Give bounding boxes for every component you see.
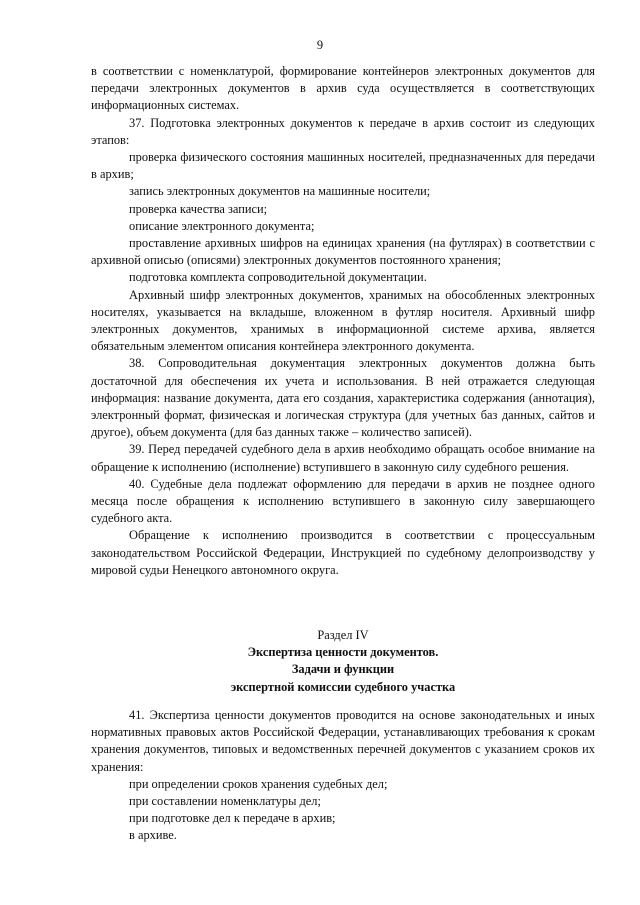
text-block-2 [91,707,595,845]
section-title-line: экспертной комиссии судебного участка [230,679,456,694]
paragraph: в архиве. [129,828,177,843]
section-number: Раздел IV [317,628,369,642]
paragraph: 41. Экспертиза ценности документов проводится на основе законодательных и иных нормативных правовых актов Российской Федерации, устанавливающих требования к срокам хранения документов, типовых и ведомственных перечней документов с указанием сроков их хранения: [91,708,595,774]
paragraph: в соответствии с номенклатурой, формирование контейнеров электронных документов для передачи электронных документов в архив суда осуществляется в соответствующих информационных системах. [91,64,595,113]
paragraph: Обращение к исполнению производится в соответствии с процессуальным законодательством Российской Федерации, Инструкцией по судебному делопроизводству у мировой судьи Ненецкого автономного округа. [91,528,595,577]
paragraph: проверка физического состояния машинных носителей, предназначенных для передачи в архив; [91,150,595,182]
paragraph: 40. Судебные дела подлежат оформлению для передачи в архив не позднее одного месяца после обращения к исполнению вступившего в законную силу завершающего судебного акта. [91,476,595,526]
paragraph: при составлении номенклатуры дел; [129,794,321,809]
paragraph: Архивный шифр электронных документов, хранимых на обособленных электронных носителях, указывается на вкладыше, вложенном в футляр носителя. Архивный шифр электронных документов, хранимых в информационной системе архива, является обязательным элементом описания контейнера электронного документа. [91,287,595,354]
paragraph: 37. Подготовка электронных документов к передаче в архив состоит из следующих этапов: [91,115,595,147]
paragraph: подготовка комплекта сопроводительной документации. [129,270,427,285]
paragraph: при определении сроков хранения судебных дел; [129,776,388,791]
paragraph: запись электронных документов на машинные носители; [129,184,431,199]
paragraph: 39. Перед передачей судебного дела в архив необходимо обращать особое внимание на обращение к исполнению (исполнение) вступившего в законную силу судебного решения. [91,442,595,474]
paragraph: проверка качества записи; [129,201,268,216]
paragraph: проставление архивных шифров на единицах хранения (на футлярах) в соответствии с архивной описью (описями) электронных документов постоянного хранения; [91,236,595,268]
section-title-line: Задачи и функции [291,662,395,677]
page-number: 9 [316,38,324,52]
section-heading [91,627,595,696]
text-block-1 [91,63,595,579]
section-title-line: Экспертиза ценности документов. [247,645,439,660]
paragraph: при подготовке дел к передаче в архив; [129,811,336,826]
paragraph: 38. Сопроводительная документация электронных документов должна быть достаточной для обеспечения их учета и использования. В ней отражается следующая информация: название документа, дата его создания, характеристика содержания (аннотация), электронный формат, физическая и логическая структура (для учетных баз данных, сайтов и другое), объем документа (для баз данных также – количество записей). [91,356,595,440]
paragraph: описание электронного документа; [129,218,315,233]
